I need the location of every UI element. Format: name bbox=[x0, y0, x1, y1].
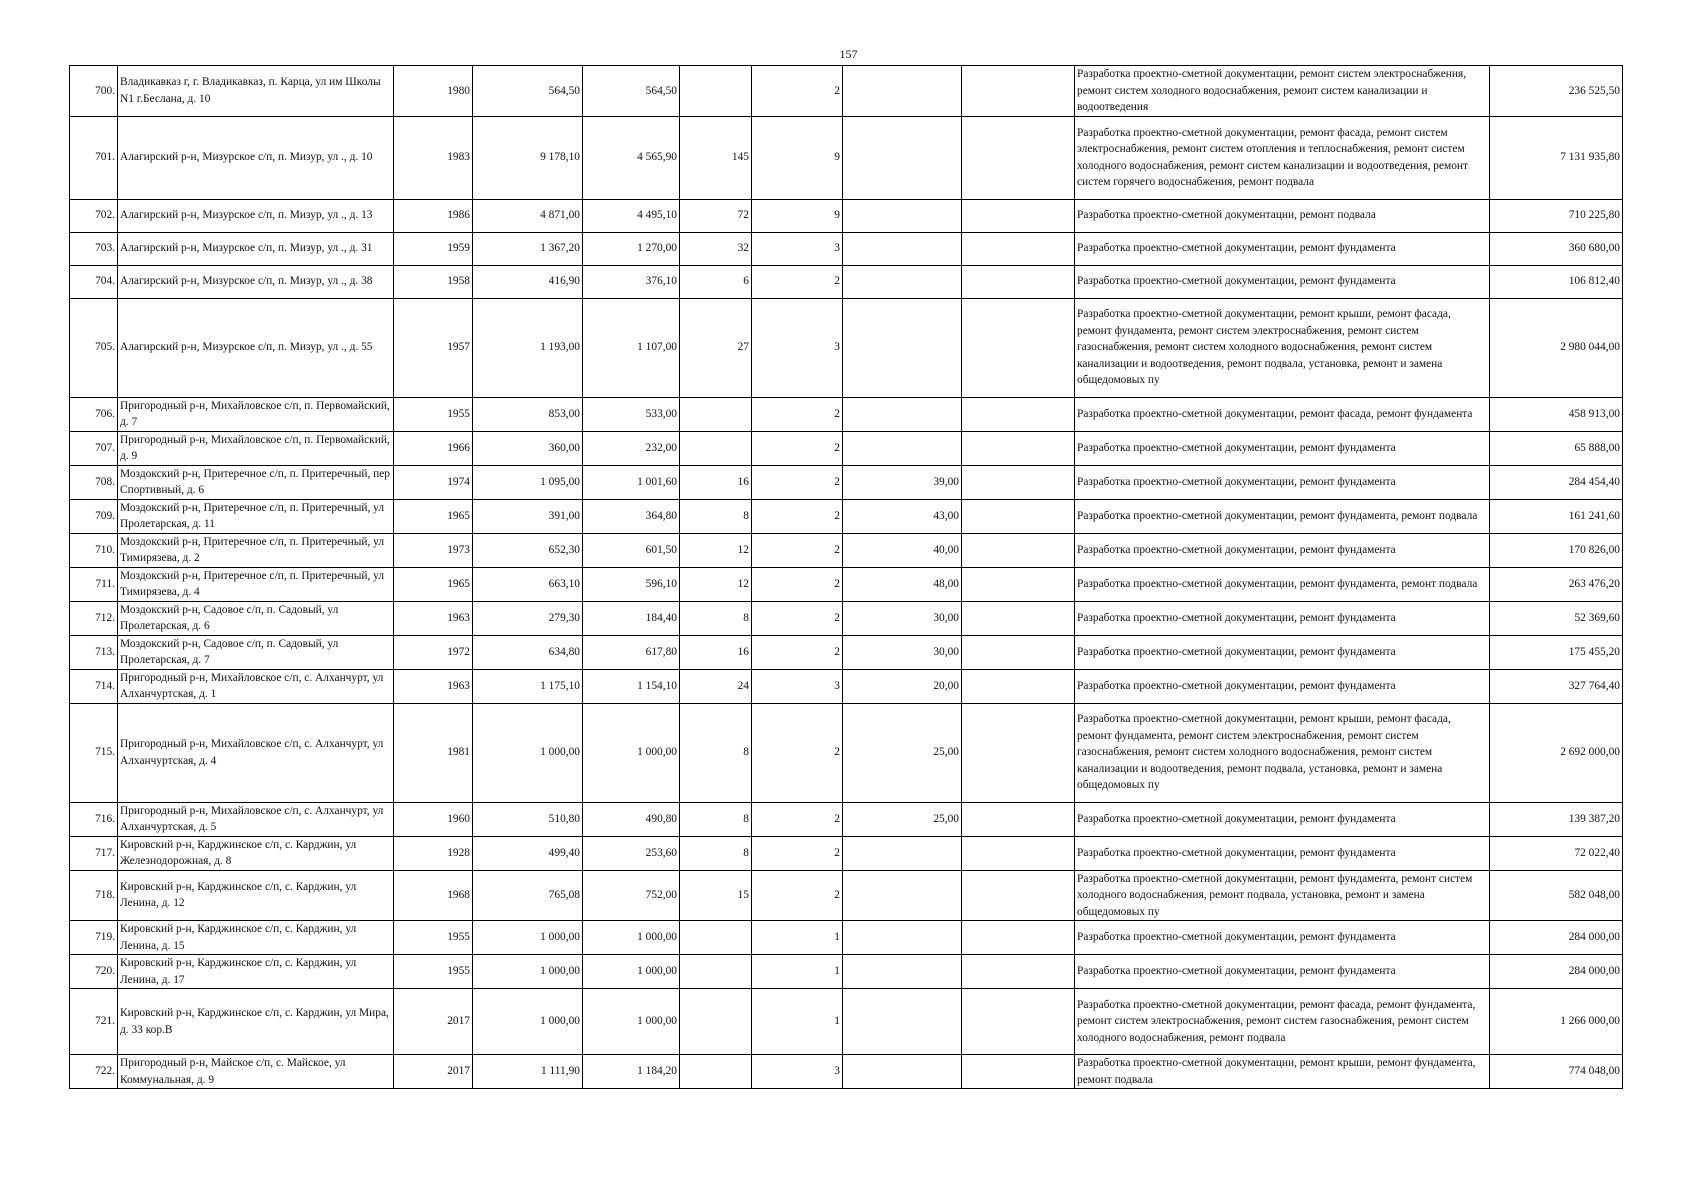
works-cell: Разработка проектно-сметной документации, ремонт фундамента bbox=[1075, 465, 1490, 499]
total-area-cell: 765,08 bbox=[473, 870, 583, 921]
total-area-cell: 499,40 bbox=[473, 836, 583, 870]
works-cell: Разработка проектно-сметной документации, ремонт крыши, ремонт фасада, ремонт фундамента, ремонт систем электроснабжения, ремонт систем газоснабжения, ремонт систем холодного водоснабжения, ремонт систем канализации и водоотведения, ремонт подвала, установка, ремонт и замена общедомовых пу bbox=[1075, 703, 1490, 802]
living-area-cell: 1 000,00 bbox=[583, 921, 680, 955]
floors-cell: 2 bbox=[752, 601, 843, 635]
row-number: 715. bbox=[70, 703, 118, 802]
works-cell: Разработка проектно-сметной документации, ремонт фундамента, ремонт систем холодного водоснабжения, ремонт подвала, установка, ремонт и замена общедомовых пу bbox=[1075, 870, 1490, 921]
area-value-cell: 48,00 bbox=[843, 567, 962, 601]
address-cell: Пригородный р-н, Михайловское с/п, п. Первомайский, д. 9 bbox=[118, 431, 394, 465]
total-area-cell: 1 111,90 bbox=[473, 1055, 583, 1089]
table-row bbox=[70, 232, 1623, 265]
total-area-cell: 416,90 bbox=[473, 265, 583, 298]
table-row bbox=[70, 199, 1623, 232]
empty-cell bbox=[962, 703, 1075, 802]
floors-cell: 1 bbox=[752, 921, 843, 955]
empty-cell bbox=[962, 116, 1075, 199]
empty-cell bbox=[962, 601, 1075, 635]
cost-cell: 139 387,20 bbox=[1490, 802, 1623, 836]
works-cell: Разработка проектно-сметной документации, ремонт фундамента bbox=[1075, 431, 1490, 465]
table-row bbox=[70, 533, 1623, 567]
total-area-cell: 853,00 bbox=[473, 397, 583, 431]
empty-cell bbox=[962, 635, 1075, 669]
living-area-cell: 617,80 bbox=[583, 635, 680, 669]
year-cell: 1966 bbox=[394, 431, 473, 465]
year-cell: 1981 bbox=[394, 703, 473, 802]
residents-cell: 12 bbox=[680, 533, 752, 567]
page-number: 157 bbox=[839, 47, 858, 61]
row-number: 712. bbox=[70, 601, 118, 635]
works-cell: Разработка проектно-сметной документации, ремонт фундамента bbox=[1075, 669, 1490, 703]
area-value-cell bbox=[843, 397, 962, 431]
cost-cell: 2 692 000,00 bbox=[1490, 703, 1623, 802]
row-number: 710. bbox=[70, 533, 118, 567]
cost-cell: 774 048,00 bbox=[1490, 1055, 1623, 1089]
year-cell: 1965 bbox=[394, 499, 473, 533]
residents-cell: 8 bbox=[680, 601, 752, 635]
total-area-cell: 9 178,10 bbox=[473, 116, 583, 199]
table-row bbox=[70, 836, 1623, 870]
residents-cell bbox=[680, 431, 752, 465]
address-cell: Алагирский р-н, Мизурское с/п, п. Мизур, ул ., д. 38 bbox=[118, 265, 394, 298]
living-area-cell: 1 001,60 bbox=[583, 465, 680, 499]
year-cell: 1983 bbox=[394, 116, 473, 199]
year-cell: 1965 bbox=[394, 567, 473, 601]
works-cell: Разработка проектно-сметной документации, ремонт фундамента bbox=[1075, 802, 1490, 836]
area-value-cell bbox=[843, 955, 962, 989]
cost-cell: 161 241,60 bbox=[1490, 499, 1623, 533]
works-cell: Разработка проектно-сметной документации, ремонт фундамента bbox=[1075, 232, 1490, 265]
cost-cell: 284 454,40 bbox=[1490, 465, 1623, 499]
floors-cell: 2 bbox=[752, 431, 843, 465]
housing-repair-table bbox=[69, 65, 1623, 1089]
row-number: 702. bbox=[70, 199, 118, 232]
residents-cell: 145 bbox=[680, 116, 752, 199]
empty-cell bbox=[962, 66, 1075, 117]
works-cell: Разработка проектно-сметной документации, ремонт фасада, ремонт систем электроснабжения, ремонт систем отопления и теплоснабжения, ремонт систем холодного водоснабжения, ремонт систем канализации и водоотведения, ремонт систем горячего водоснабжения, ремонт подвала bbox=[1075, 116, 1490, 199]
table-row bbox=[70, 1055, 1623, 1089]
floors-cell: 2 bbox=[752, 802, 843, 836]
total-area-cell: 1 000,00 bbox=[473, 989, 583, 1055]
empty-cell bbox=[962, 955, 1075, 989]
living-area-cell: 232,00 bbox=[583, 431, 680, 465]
cost-cell: 175 455,20 bbox=[1490, 635, 1623, 669]
residents-cell bbox=[680, 1055, 752, 1089]
cost-cell: 236 525,50 bbox=[1490, 66, 1623, 117]
living-area-cell: 1 107,00 bbox=[583, 298, 680, 397]
table-row bbox=[70, 66, 1623, 117]
residents-cell: 27 bbox=[680, 298, 752, 397]
table-row bbox=[70, 397, 1623, 431]
living-area-cell: 564,50 bbox=[583, 66, 680, 117]
table-row bbox=[70, 669, 1623, 703]
year-cell: 1973 bbox=[394, 533, 473, 567]
area-value-cell bbox=[843, 870, 962, 921]
total-area-cell: 564,50 bbox=[473, 66, 583, 117]
empty-cell bbox=[962, 567, 1075, 601]
cost-cell: 284 000,00 bbox=[1490, 921, 1623, 955]
area-value-cell bbox=[843, 298, 962, 397]
table-row bbox=[70, 802, 1623, 836]
living-area-cell: 601,50 bbox=[583, 533, 680, 567]
residents-cell: 16 bbox=[680, 465, 752, 499]
row-number: 700. bbox=[70, 66, 118, 117]
residents-cell: 6 bbox=[680, 265, 752, 298]
cost-cell: 72 022,40 bbox=[1490, 836, 1623, 870]
table-row bbox=[70, 870, 1623, 921]
empty-cell bbox=[962, 836, 1075, 870]
year-cell: 1957 bbox=[394, 298, 473, 397]
living-area-cell: 490,80 bbox=[583, 802, 680, 836]
row-number: 701. bbox=[70, 116, 118, 199]
address-cell: Моздокский р-н, Притеречное с/п, п. Притеречный, ул Пролетарская, д. 11 bbox=[118, 499, 394, 533]
address-cell: Пригородный р-н, Майское с/п, с. Майское, ул Коммунальная, д. 9 bbox=[118, 1055, 394, 1089]
total-area-cell: 1 193,00 bbox=[473, 298, 583, 397]
empty-cell bbox=[962, 533, 1075, 567]
residents-cell: 32 bbox=[680, 232, 752, 265]
empty-cell bbox=[962, 499, 1075, 533]
address-cell: Пригородный р-н, Михайловское с/п, с. Алханчурт, ул Алханчуртская, д. 5 bbox=[118, 802, 394, 836]
year-cell: 1928 bbox=[394, 836, 473, 870]
area-value-cell: 25,00 bbox=[843, 802, 962, 836]
cost-cell: 7 131 935,80 bbox=[1490, 116, 1623, 199]
floors-cell: 2 bbox=[752, 836, 843, 870]
address-cell: Моздокский р-н, Садовое с/п, п. Садовый, ул Пролетарская, д. 7 bbox=[118, 635, 394, 669]
area-value-cell: 20,00 bbox=[843, 669, 962, 703]
floors-cell: 9 bbox=[752, 199, 843, 232]
residents-cell: 8 bbox=[680, 703, 752, 802]
year-cell: 1955 bbox=[394, 397, 473, 431]
cost-cell: 284 000,00 bbox=[1490, 955, 1623, 989]
address-cell: Моздокский р-н, Садовое с/п, п. Садовый, ул Пролетарская, д. 6 bbox=[118, 601, 394, 635]
works-cell: Разработка проектно-сметной документации, ремонт фундамента bbox=[1075, 533, 1490, 567]
empty-cell bbox=[962, 397, 1075, 431]
empty-cell bbox=[962, 465, 1075, 499]
living-area-cell: 4 495,10 bbox=[583, 199, 680, 232]
floors-cell: 2 bbox=[752, 465, 843, 499]
living-area-cell: 596,10 bbox=[583, 567, 680, 601]
residents-cell: 16 bbox=[680, 635, 752, 669]
year-cell: 1974 bbox=[394, 465, 473, 499]
works-cell: Разработка проектно-сметной документации, ремонт фундамента bbox=[1075, 601, 1490, 635]
address-cell: Кировский р-н, Карджинское с/п, с. Карджин, ул Ленина, д. 12 bbox=[118, 870, 394, 921]
address-cell: Кировский р-н, Карджинское с/п, с. Карджин, ул Ленина, д. 17 bbox=[118, 955, 394, 989]
address-cell: Кировский р-н, Карджинское с/п, с. Карджин, ул Железнодорожная, д. 8 bbox=[118, 836, 394, 870]
row-number: 717. bbox=[70, 836, 118, 870]
area-value-cell: 40,00 bbox=[843, 533, 962, 567]
empty-cell bbox=[962, 298, 1075, 397]
area-value-cell bbox=[843, 431, 962, 465]
living-area-cell: 253,60 bbox=[583, 836, 680, 870]
table-row bbox=[70, 116, 1623, 199]
row-number: 706. bbox=[70, 397, 118, 431]
total-area-cell: 1 367,20 bbox=[473, 232, 583, 265]
floors-cell: 2 bbox=[752, 66, 843, 117]
residents-cell: 8 bbox=[680, 802, 752, 836]
year-cell: 1963 bbox=[394, 601, 473, 635]
works-cell: Разработка проектно-сметной документации, ремонт систем электроснабжения, ремонт систем холодного водоснабжения, ремонт систем канализации и водоотведения bbox=[1075, 66, 1490, 117]
total-area-cell: 279,30 bbox=[473, 601, 583, 635]
works-cell: Разработка проектно-сметной документации, ремонт фундамента, ремонт подвала bbox=[1075, 499, 1490, 533]
living-area-cell: 1 154,10 bbox=[583, 669, 680, 703]
total-area-cell: 391,00 bbox=[473, 499, 583, 533]
floors-cell: 2 bbox=[752, 635, 843, 669]
table-row bbox=[70, 567, 1623, 601]
cost-cell: 263 476,20 bbox=[1490, 567, 1623, 601]
area-value-cell bbox=[843, 116, 962, 199]
floors-cell: 3 bbox=[752, 1055, 843, 1089]
table-row bbox=[70, 465, 1623, 499]
row-number: 716. bbox=[70, 802, 118, 836]
year-cell: 1955 bbox=[394, 955, 473, 989]
cost-cell: 582 048,00 bbox=[1490, 870, 1623, 921]
residents-cell: 8 bbox=[680, 499, 752, 533]
row-number: 709. bbox=[70, 499, 118, 533]
cost-cell: 360 680,00 bbox=[1490, 232, 1623, 265]
total-area-cell: 1 095,00 bbox=[473, 465, 583, 499]
area-value-cell: 39,00 bbox=[843, 465, 962, 499]
area-value-cell bbox=[843, 66, 962, 117]
total-area-cell: 663,10 bbox=[473, 567, 583, 601]
empty-cell bbox=[962, 1055, 1075, 1089]
empty-cell bbox=[962, 921, 1075, 955]
residents-cell bbox=[680, 397, 752, 431]
cost-cell: 2 980 044,00 bbox=[1490, 298, 1623, 397]
address-cell: Пригородный р-н, Михайловское с/п, п. Первомайский, д. 7 bbox=[118, 397, 394, 431]
table-row bbox=[70, 265, 1623, 298]
residents-cell bbox=[680, 66, 752, 117]
row-number: 718. bbox=[70, 870, 118, 921]
address-cell: Владикавказ г, г. Владикавказ, п. Карца, ул им Школы N1 г.Беслана, д. 10 bbox=[118, 66, 394, 117]
empty-cell bbox=[962, 265, 1075, 298]
residents-cell: 24 bbox=[680, 669, 752, 703]
area-value-cell bbox=[843, 199, 962, 232]
total-area-cell: 1 000,00 bbox=[473, 921, 583, 955]
works-cell: Разработка проектно-сметной документации, ремонт подвала bbox=[1075, 199, 1490, 232]
row-number: 714. bbox=[70, 669, 118, 703]
living-area-cell: 1 000,00 bbox=[583, 703, 680, 802]
floors-cell: 3 bbox=[752, 298, 843, 397]
address-cell: Кировский р-н, Карджинское с/п, с. Карджин, ул Мира, д. 33 кор.В bbox=[118, 989, 394, 1055]
total-area-cell: 510,80 bbox=[473, 802, 583, 836]
living-area-cell: 1 000,00 bbox=[583, 955, 680, 989]
total-area-cell: 1 175,10 bbox=[473, 669, 583, 703]
total-area-cell: 634,80 bbox=[473, 635, 583, 669]
table-row bbox=[70, 635, 1623, 669]
address-cell: Алагирский р-н, Мизурское с/п, п. Мизур, ул ., д. 55 bbox=[118, 298, 394, 397]
cost-cell: 458 913,00 bbox=[1490, 397, 1623, 431]
empty-cell bbox=[962, 669, 1075, 703]
residents-cell: 15 bbox=[680, 870, 752, 921]
year-cell: 1986 bbox=[394, 199, 473, 232]
table-row bbox=[70, 955, 1623, 989]
total-area-cell: 4 871,00 bbox=[473, 199, 583, 232]
floors-cell: 2 bbox=[752, 870, 843, 921]
cost-cell: 170 826,00 bbox=[1490, 533, 1623, 567]
residents-cell bbox=[680, 955, 752, 989]
works-cell: Разработка проектно-сметной документации, ремонт фундамента bbox=[1075, 921, 1490, 955]
total-area-cell: 1 000,00 bbox=[473, 955, 583, 989]
address-cell: Моздокский р-н, Притеречное с/п, п. Притеречный, пер Спортивный, д. 6 bbox=[118, 465, 394, 499]
works-cell: Разработка проектно-сметной документации, ремонт фасада, ремонт фундамента, ремонт систем электроснабжения, ремонт систем газоснабжения, ремонт систем холодного водоснабжения, ремонт подвала bbox=[1075, 989, 1490, 1055]
living-area-cell: 4 565,90 bbox=[583, 116, 680, 199]
address-cell: Пригородный р-н, Михайловское с/п, с. Алханчурт, ул Алханчуртская, д. 1 bbox=[118, 669, 394, 703]
row-number: 711. bbox=[70, 567, 118, 601]
year-cell: 1980 bbox=[394, 66, 473, 117]
residents-cell: 8 bbox=[680, 836, 752, 870]
cost-cell: 327 764,40 bbox=[1490, 669, 1623, 703]
row-number: 719. bbox=[70, 921, 118, 955]
row-number: 721. bbox=[70, 989, 118, 1055]
works-cell: Разработка проектно-сметной документации, ремонт фундамента bbox=[1075, 836, 1490, 870]
row-number: 704. bbox=[70, 265, 118, 298]
year-cell: 1955 bbox=[394, 921, 473, 955]
address-cell: Моздокский р-н, Притеречное с/п, п. Притеречный, ул Тимирязева, д. 2 bbox=[118, 533, 394, 567]
cost-cell: 1 266 000,00 bbox=[1490, 989, 1623, 1055]
works-cell: Разработка проектно-сметной документации, ремонт фундамента bbox=[1075, 955, 1490, 989]
year-cell: 1959 bbox=[394, 232, 473, 265]
living-area-cell: 184,40 bbox=[583, 601, 680, 635]
area-value-cell bbox=[843, 232, 962, 265]
area-value-cell: 25,00 bbox=[843, 703, 962, 802]
cost-cell: 52 369,60 bbox=[1490, 601, 1623, 635]
works-cell: Разработка проектно-сметной документации, ремонт фасада, ремонт фундамента bbox=[1075, 397, 1490, 431]
row-number: 713. bbox=[70, 635, 118, 669]
floors-cell: 2 bbox=[752, 397, 843, 431]
table-row bbox=[70, 431, 1623, 465]
floors-cell: 2 bbox=[752, 703, 843, 802]
year-cell: 1972 bbox=[394, 635, 473, 669]
year-cell: 2017 bbox=[394, 1055, 473, 1089]
area-value-cell bbox=[843, 1055, 962, 1089]
living-area-cell: 376,10 bbox=[583, 265, 680, 298]
address-cell: Кировский р-н, Карджинское с/п, с. Карджин, ул Ленина, д. 15 bbox=[118, 921, 394, 955]
floors-cell: 2 bbox=[752, 533, 843, 567]
row-number: 705. bbox=[70, 298, 118, 397]
total-area-cell: 1 000,00 bbox=[473, 703, 583, 802]
table-row bbox=[70, 499, 1623, 533]
floors-cell: 3 bbox=[752, 232, 843, 265]
empty-cell bbox=[962, 802, 1075, 836]
address-cell: Пригородный р-н, Михайловское с/п, с. Алханчурт, ул Алханчуртская, д. 4 bbox=[118, 703, 394, 802]
floors-cell: 1 bbox=[752, 955, 843, 989]
area-value-cell bbox=[843, 836, 962, 870]
empty-cell bbox=[962, 431, 1075, 465]
total-area-cell: 652,30 bbox=[473, 533, 583, 567]
row-number: 708. bbox=[70, 465, 118, 499]
year-cell: 2017 bbox=[394, 989, 473, 1055]
area-value-cell: 43,00 bbox=[843, 499, 962, 533]
living-area-cell: 1 000,00 bbox=[583, 989, 680, 1055]
living-area-cell: 364,80 bbox=[583, 499, 680, 533]
row-number: 707. bbox=[70, 431, 118, 465]
area-value-cell: 30,00 bbox=[843, 601, 962, 635]
address-cell: Алагирский р-н, Мизурское с/п, п. Мизур, ул ., д. 10 bbox=[118, 116, 394, 199]
floors-cell: 9 bbox=[752, 116, 843, 199]
area-value-cell bbox=[843, 989, 962, 1055]
empty-cell bbox=[962, 232, 1075, 265]
table-row bbox=[70, 703, 1623, 802]
residents-cell: 72 bbox=[680, 199, 752, 232]
floors-cell: 2 bbox=[752, 567, 843, 601]
address-cell: Моздокский р-н, Притеречное с/п, п. Притеречный, ул Тимирязева, д. 4 bbox=[118, 567, 394, 601]
works-cell: Разработка проектно-сметной документации, ремонт крыши, ремонт фундамента, ремонт подвала bbox=[1075, 1055, 1490, 1089]
table-row bbox=[70, 298, 1623, 397]
residents-cell bbox=[680, 989, 752, 1055]
works-cell: Разработка проектно-сметной документации, ремонт фундамента, ремонт подвала bbox=[1075, 567, 1490, 601]
address-cell: Алагирский р-н, Мизурское с/п, п. Мизур, ул ., д. 13 bbox=[118, 199, 394, 232]
cost-cell: 65 888,00 bbox=[1490, 431, 1623, 465]
year-cell: 1960 bbox=[394, 802, 473, 836]
cost-cell: 710 225,80 bbox=[1490, 199, 1623, 232]
works-cell: Разработка проектно-сметной документации, ремонт крыши, ремонт фасада, ремонт фундамента, ремонт систем электроснабжения, ремонт систем газоснабжения, ремонт систем холодного водоснабжения, ремонт систем канализации и водоотведения, ремонт подвала, установка, ремонт и замена общедомовых пу bbox=[1075, 298, 1490, 397]
row-number: 703. bbox=[70, 232, 118, 265]
empty-cell bbox=[962, 870, 1075, 921]
row-number: 722. bbox=[70, 1055, 118, 1089]
empty-cell bbox=[962, 199, 1075, 232]
residents-cell bbox=[680, 921, 752, 955]
area-value-cell: 30,00 bbox=[843, 635, 962, 669]
year-cell: 1958 bbox=[394, 265, 473, 298]
address-cell: Алагирский р-н, Мизурское с/п, п. Мизур, ул ., д. 31 bbox=[118, 232, 394, 265]
floors-cell: 2 bbox=[752, 499, 843, 533]
floors-cell: 2 bbox=[752, 265, 843, 298]
cost-cell: 106 812,40 bbox=[1490, 265, 1623, 298]
living-area-cell: 533,00 bbox=[583, 397, 680, 431]
area-value-cell bbox=[843, 265, 962, 298]
row-number: 720. bbox=[70, 955, 118, 989]
living-area-cell: 1 184,20 bbox=[583, 1055, 680, 1089]
living-area-cell: 1 270,00 bbox=[583, 232, 680, 265]
empty-cell bbox=[962, 989, 1075, 1055]
residents-cell: 12 bbox=[680, 567, 752, 601]
works-cell: Разработка проектно-сметной документации, ремонт фундамента bbox=[1075, 635, 1490, 669]
table-row bbox=[70, 601, 1623, 635]
living-area-cell: 752,00 bbox=[583, 870, 680, 921]
works-cell: Разработка проектно-сметной документации, ремонт фундамента bbox=[1075, 265, 1490, 298]
table-row bbox=[70, 989, 1623, 1055]
area-value-cell bbox=[843, 921, 962, 955]
floors-cell: 1 bbox=[752, 989, 843, 1055]
total-area-cell: 360,00 bbox=[473, 431, 583, 465]
year-cell: 1963 bbox=[394, 669, 473, 703]
table-row bbox=[70, 921, 1623, 955]
floors-cell: 3 bbox=[752, 669, 843, 703]
year-cell: 1968 bbox=[394, 870, 473, 921]
